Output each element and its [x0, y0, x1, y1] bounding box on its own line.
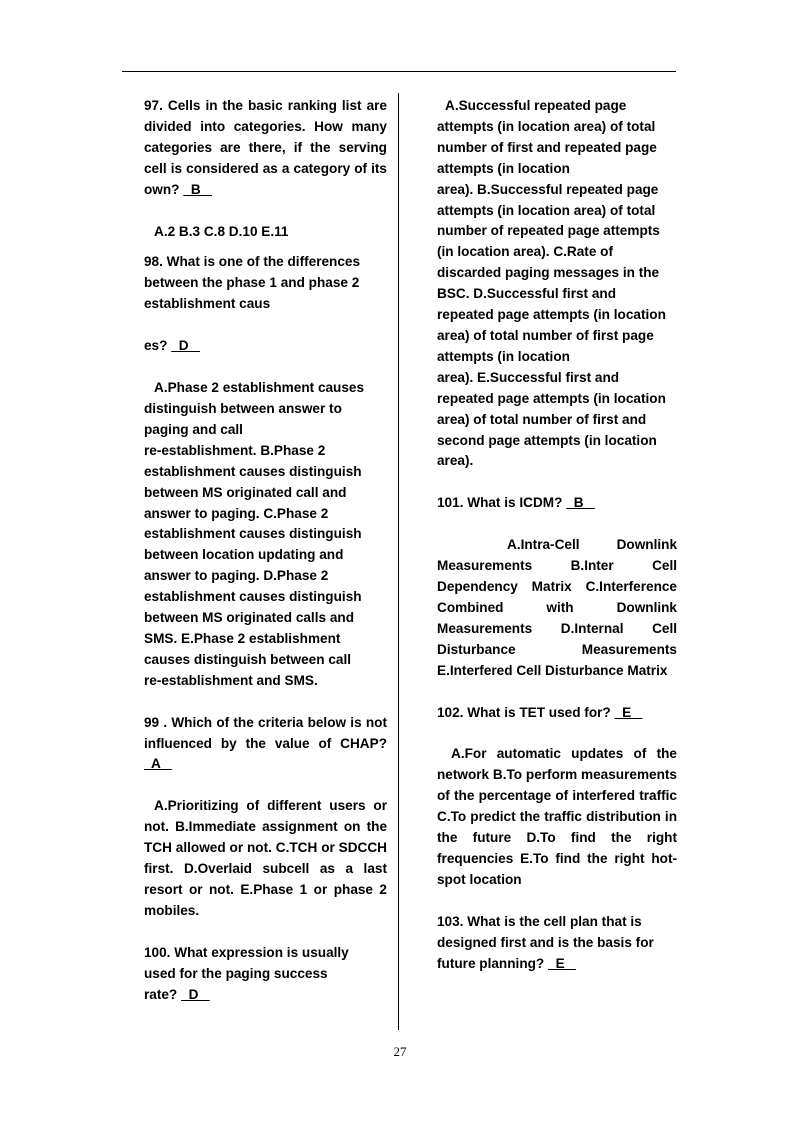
answer-97: B	[183, 181, 212, 197]
question-97: 97. Cells in the basic ranking list are divided into categories. How many categories are there, if the serving cell is considered as a category of its own? B	[144, 96, 387, 201]
answer-99: A	[144, 756, 172, 772]
question-98-tail: es? D	[144, 336, 387, 357]
header-rule	[122, 71, 676, 72]
question-102: 102. What is TET used for? E	[437, 703, 677, 724]
right-column	[437, 96, 677, 975]
options-101: A.Intra-Cell Downlink Measurements B.Inter Cell Dependency Matrix C.Interference Combined with Downlink Measurements D.Internal Cell Disturbance Measurements E.Interfered Cell Disturbance Matrix	[437, 537, 677, 678]
answer-103: E	[548, 955, 576, 971]
options-97: A.2 B.3 C.8 D.10 E.11	[154, 223, 289, 239]
question-101: 101. What is ICDM? B	[437, 493, 677, 514]
column-divider	[398, 93, 399, 1030]
answer-100: D	[181, 986, 210, 1002]
page-number: 27	[393, 1044, 407, 1059]
options-99: A.Prioritizing of different users or not. B.Immediate assignment on the TCH allowed or not. C.TCH or SDCCH first. D.Overlaid subcell as a last resort or not. E.Phase 1 or phase 2 mobiles.	[144, 798, 387, 918]
answer-101: B	[566, 495, 595, 511]
answer-98: D	[171, 338, 200, 354]
question-99: 99 . Which of the criteria below is not influenced by the value of CHAP? A	[144, 713, 387, 776]
question-98: 98. What is one of the differences between the phase 1 and phase 2 establishment caus	[144, 254, 361, 312]
answer-102: E	[614, 704, 643, 720]
question-103: 103. What is the cell plan that is designed first and is the basis for future planning? E	[437, 912, 677, 975]
question-100: 100. What expression is usually used for the paging success rate? D	[144, 943, 387, 1006]
left-column	[144, 96, 387, 1006]
options-102: A.For automatic updates of the network B.To perform measurements of the percentage of interfered traffic C.To predict the traffic distribution in the future D.To find the right frequencies E.To find the right hot-spot location	[437, 746, 677, 887]
options-98: A.Phase 2 establishment causes distinguish between answer to paging and call re-establishment. B.Phase 2 establishment causes distinguish between MS originated call and answer to paging. C.Phase 2 establishment causes distinguish between location updating and answer to paging. D.Phase 2 establishment causes distinguish between MS originated calls and SMS. E.Phase 2 establishment causes distinguish between call re-establishment and SMS.	[144, 380, 365, 688]
options-100: A.Successful repeated page attempts (in location area) of total number of first and repeated page attempts (in location area). B.Successful repeated page attempts (in location area) of total number of repeated page attempts (in location area). C.Rate of discarded paging messages in the BSC. D.Successful first and repeated page attempts (in location area) of total number of first page attempts (in location area). E.Successful first and repeated page attempts (in location area) of total number of first and second page attempts (in location area).	[437, 98, 666, 469]
